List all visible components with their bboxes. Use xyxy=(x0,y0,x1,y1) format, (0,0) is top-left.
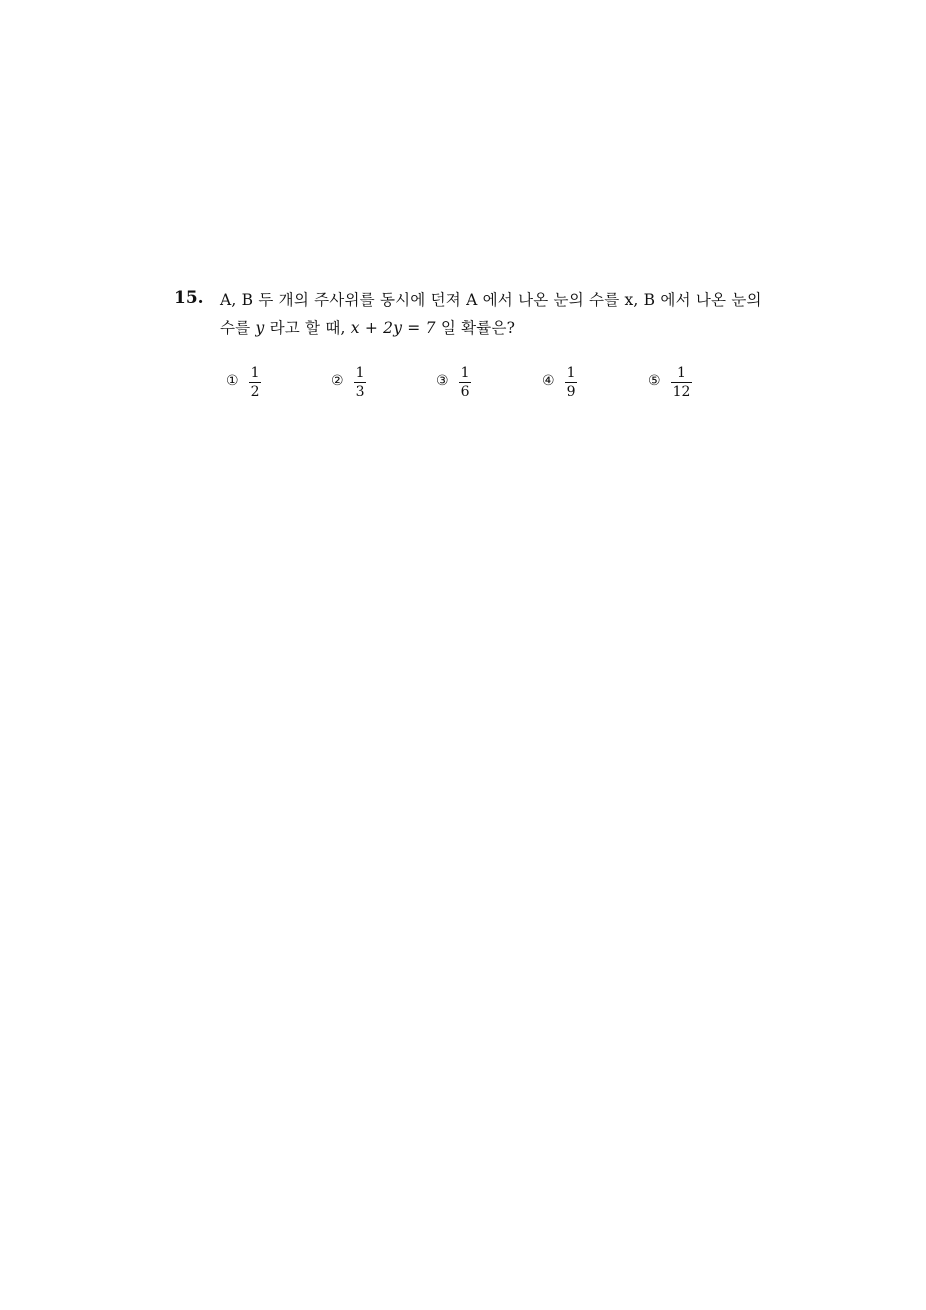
question-line-2-part-a: 수를 xyxy=(220,319,256,337)
fraction-numerator: 1 xyxy=(460,364,470,381)
fraction-numerator: 1 xyxy=(250,364,260,381)
fraction-numerator: 1 xyxy=(355,364,365,381)
choice-3[interactable] xyxy=(436,362,471,402)
equation: x + 2y = 7 xyxy=(350,319,436,337)
question-stem xyxy=(220,286,780,342)
fraction-numerator: 1 xyxy=(566,364,576,381)
choice-marker: ④ xyxy=(542,373,555,389)
fraction-denominator: 12 xyxy=(672,383,691,400)
fraction-denominator: 6 xyxy=(460,383,470,400)
choice-5[interactable] xyxy=(648,362,692,402)
choice-marker: ③ xyxy=(436,373,449,389)
variable-y: y xyxy=(255,319,265,337)
question-line-1: A, B 두 개의 주사위를 동시에 던져 A 에서 나온 눈의 수를 x, B 에서 나온 눈의 xyxy=(220,291,762,309)
choice-marker: ② xyxy=(331,373,344,389)
fraction xyxy=(249,365,262,400)
answer-choices xyxy=(226,362,746,402)
choice-marker: ① xyxy=(226,373,239,389)
fraction-denominator: 2 xyxy=(250,383,260,400)
choice-marker: ⑤ xyxy=(648,373,661,389)
question-line-2-part-b: 라고 할 때, xyxy=(264,319,351,337)
question-line-2-part-c: 일 확률은? xyxy=(435,319,516,337)
fraction xyxy=(565,365,578,400)
question-line-2 xyxy=(220,314,780,342)
choice-1[interactable] xyxy=(226,362,261,402)
fraction-numerator: 1 xyxy=(677,364,686,381)
choice-2[interactable] xyxy=(331,362,366,402)
fraction-denominator: 3 xyxy=(355,383,365,400)
fraction xyxy=(354,365,367,400)
choice-4[interactable] xyxy=(542,362,577,402)
fraction xyxy=(459,365,472,400)
fraction-denominator: 9 xyxy=(566,383,576,400)
fraction xyxy=(671,365,693,400)
question-number: 15. xyxy=(174,288,204,308)
